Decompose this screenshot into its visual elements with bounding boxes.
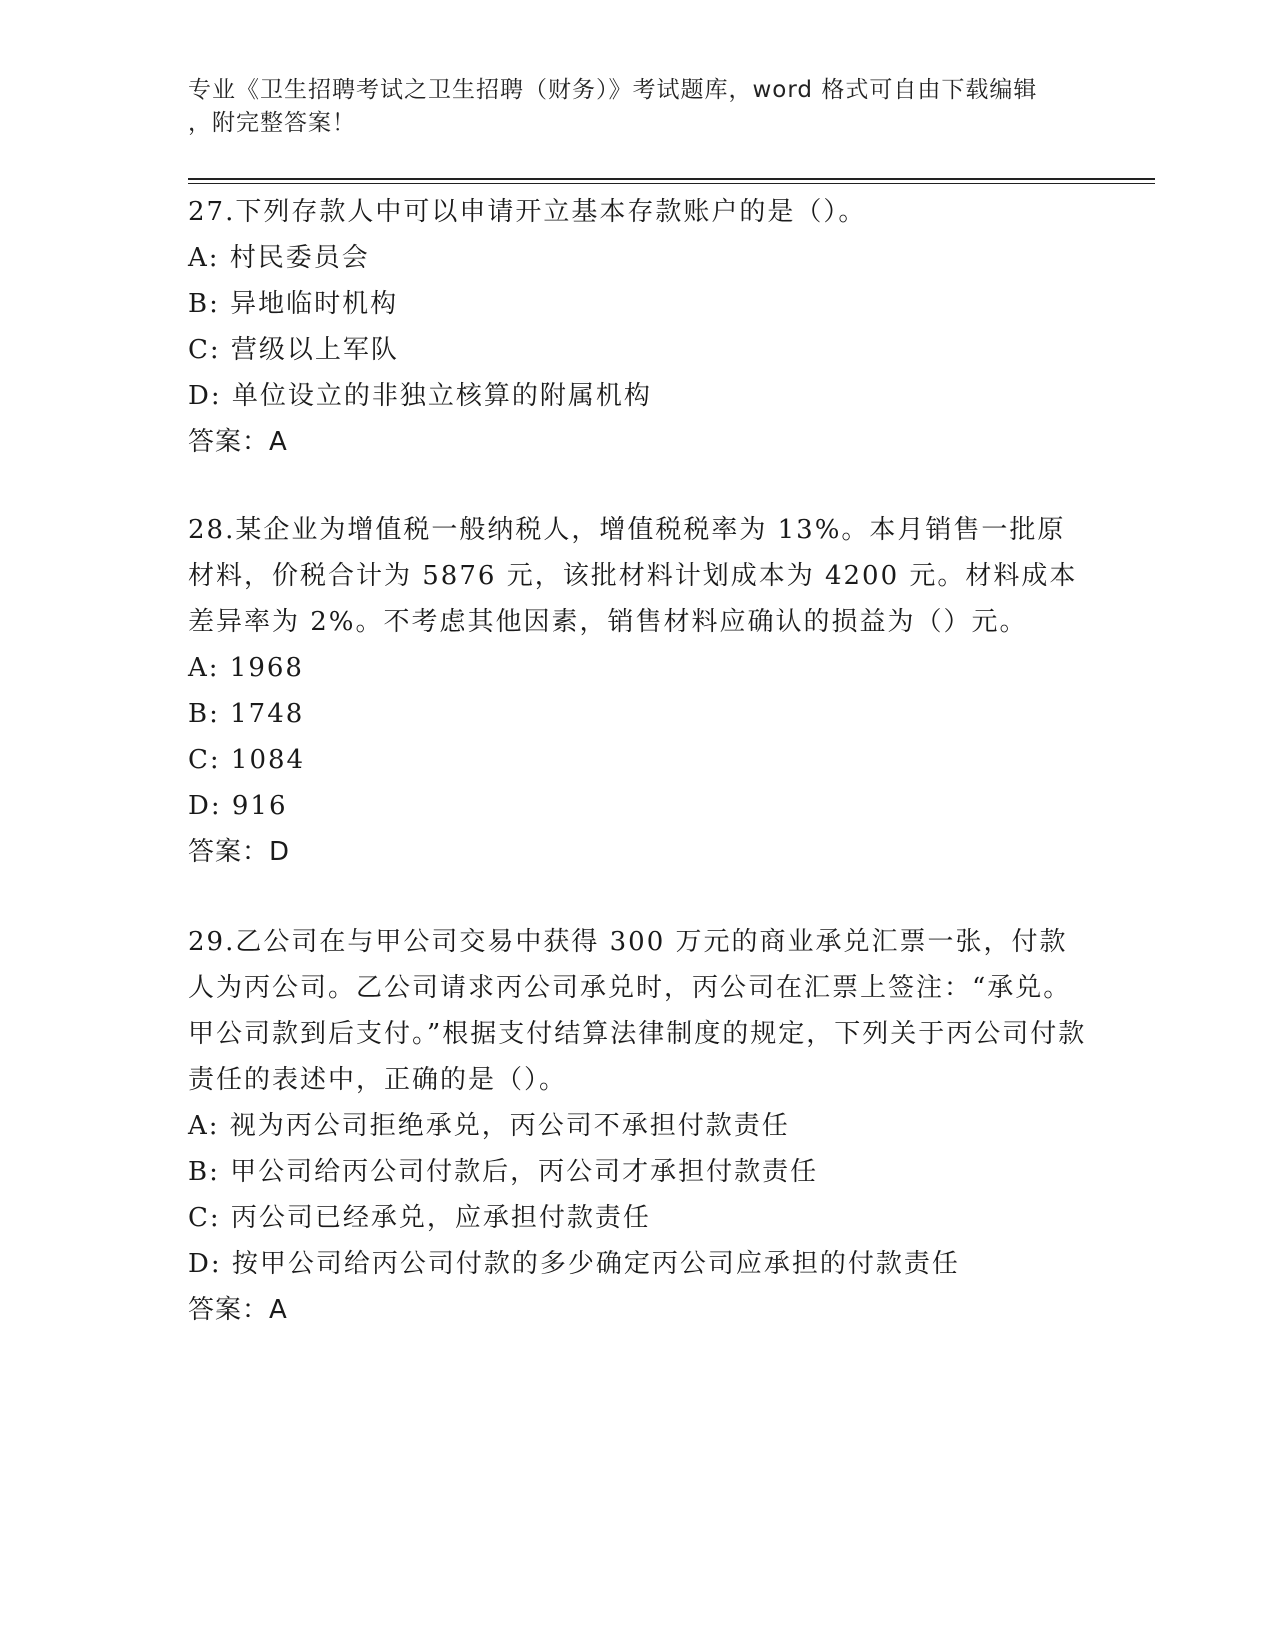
header-divider-thin	[188, 183, 1155, 184]
header-line-2: ，附完整答案！	[188, 110, 356, 136]
option-d: D: 916	[188, 791, 288, 821]
option-b: B: 1748	[188, 699, 305, 729]
header-line-1: 专业《卫生招聘考试之卫生招聘（财务）》考试题库，word 格式可自由下载编辑	[188, 77, 1038, 103]
option-c: C: 丙公司已经承兑，应承担付款责任	[188, 1203, 651, 1233]
option-a: A: 1968	[188, 653, 304, 683]
option-c: C: 营级以上军队	[188, 335, 399, 365]
question-stem: 28.某企业为增值税一般纳税人，增值税税率为 13%。本月销售一批原材料，价税合计为 5876 元，该批材料计划成本为 4200 元。材料成本差异率为 2%。不考虑其他因素，销售材料应确认的损益为（）元。	[188, 515, 1078, 637]
option-d: D: 单位设立的非独立核算的附属机构	[188, 381, 652, 411]
option-d: D: 按甲公司给丙公司付款的多少确定丙公司应承担的付款责任	[188, 1249, 960, 1279]
option-a: A: 视为丙公司拒绝承兑，丙公司不承担付款责任	[188, 1111, 790, 1141]
option-b: B: 异地临时机构	[188, 289, 399, 319]
header-divider-thick	[188, 178, 1155, 180]
question-29	[188, 919, 1088, 1333]
option-b: B: 甲公司给丙公司付款后，丙公司才承担付款责任	[188, 1157, 819, 1187]
option-c: C: 1084	[188, 745, 306, 775]
question-27	[188, 189, 1088, 465]
question-28	[188, 507, 1088, 875]
document-header	[188, 74, 1088, 140]
question-stem: 29.乙公司在与甲公司交易中获得 300 万元的商业承兑汇票一张，付款人为丙公司。乙公司请求丙公司承兑时，丙公司在汇票上签注：“承兑。甲公司款到后支付。”根据支付结算法律制度的规定，下列关于丙公司付款责任的表述中，正确的是（）。	[188, 927, 1087, 1095]
answer-label: 答案：A	[188, 1295, 288, 1325]
option-a: A: 村民委员会	[188, 243, 370, 273]
question-stem: 27.下列存款人中可以申请开立基本存款账户的是（）。	[188, 197, 867, 227]
answer-label: 答案：D	[188, 837, 291, 867]
answer-label: 答案：A	[188, 427, 288, 457]
